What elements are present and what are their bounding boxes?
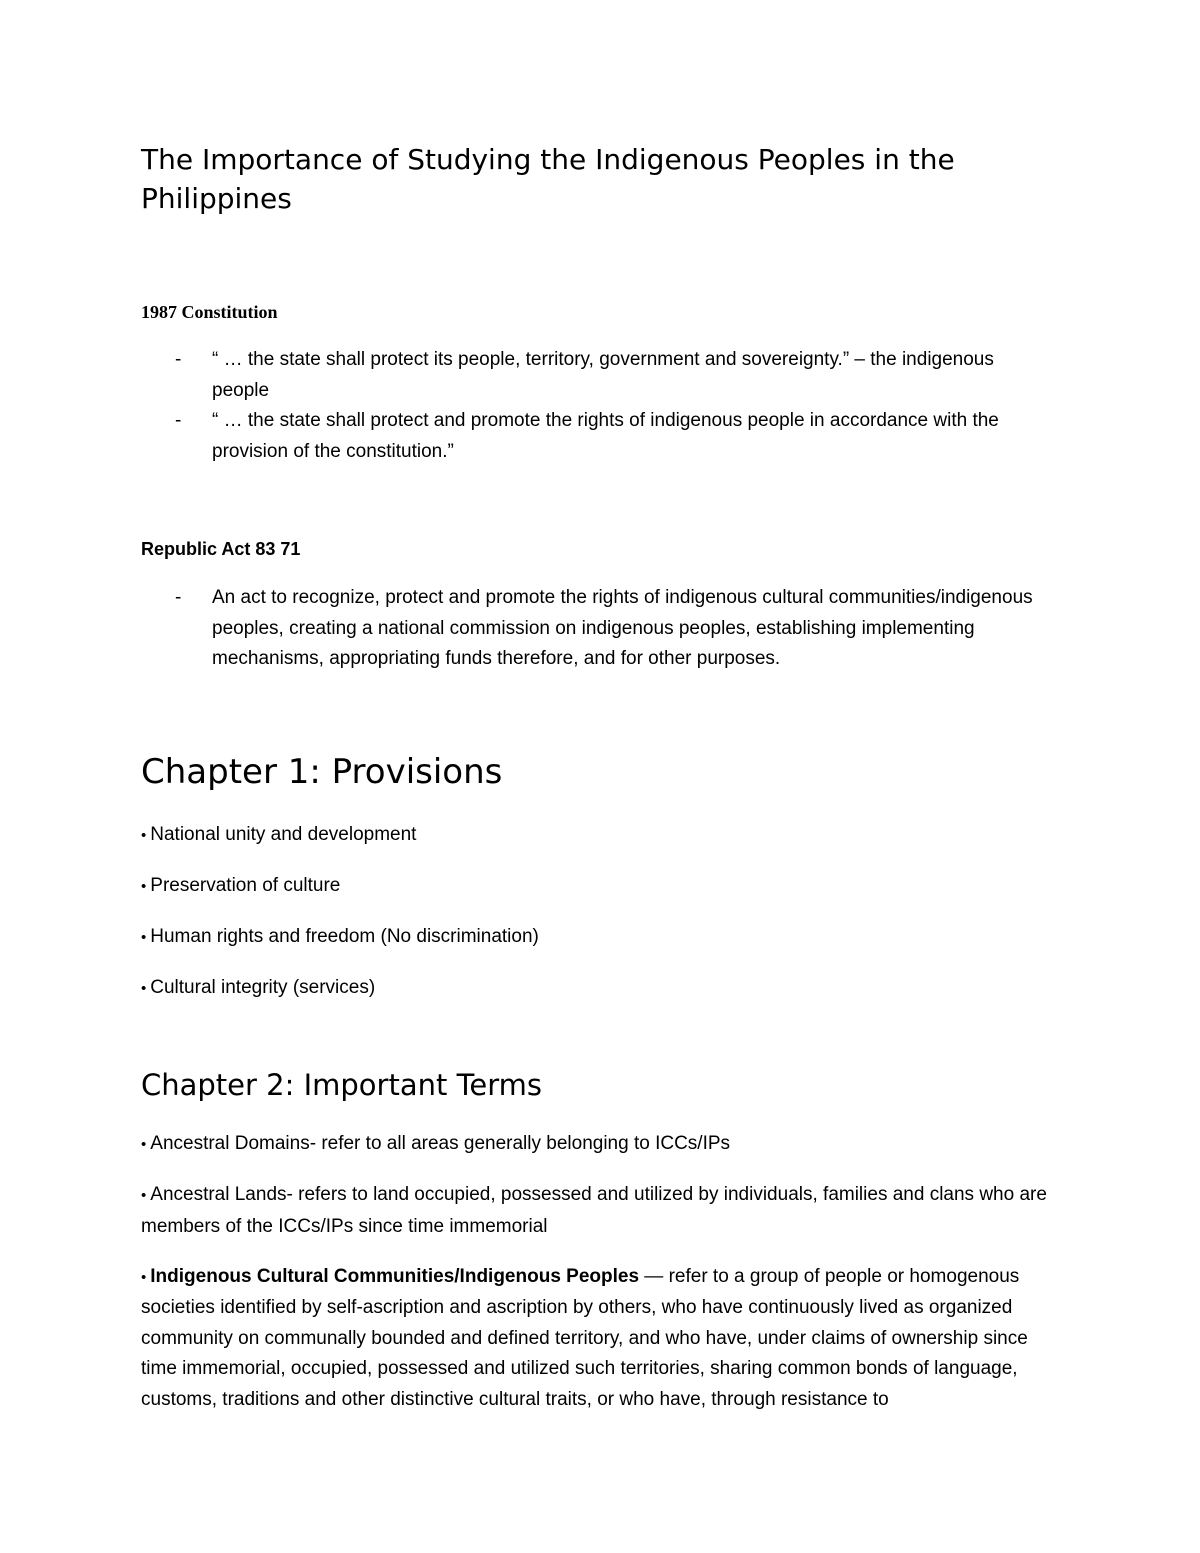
bullet-marker: • xyxy=(141,929,147,946)
list-item: - An act to recognize, protect and promote the rights of indigenous cultural communities/indigenous peoples, creating a national commission on indigenous peoples, establishing implementing mechanisms, appropriating funds therefore, and for other purposes. xyxy=(141,583,1051,675)
bullet-marker: • xyxy=(141,980,147,997)
dash-marker: - xyxy=(175,410,182,431)
list-item: - “ … the state shall protect its people, territory, government and sovereignty.” – the indigenous people xyxy=(141,345,1051,406)
list-item: • Indigenous Cultural Communities/Indigenous Peoples — refer to a group of people or homogenous societies identified by self-ascription and ascription by others, who have continuously lived as organized community on communally bounded and defined territory, and who have, under claims of ownership since time immemorial, occupied, possessed and utilized such territories, sharing common bonds of language, customs, traditions and other distinctive cultural traits, or who have, through resistance to xyxy=(141,1265,1028,1410)
document-title: The Importance of Studying the Indigenous Peoples in the Philippines xyxy=(141,143,955,215)
bullet-marker: • xyxy=(141,1268,147,1286)
chapter-1-list xyxy=(141,820,1056,1005)
chapter-2-list xyxy=(141,1129,1056,1415)
list-item: • Cultural integrity (services) xyxy=(141,977,376,998)
dash-marker: - xyxy=(175,349,182,370)
list-item: - “ … the state shall protect and promote the rights of indigenous people in accordance with the provision of the constitution.” xyxy=(141,406,1051,467)
bullet-marker: • xyxy=(141,1136,147,1153)
term-label: Indigenous Cultural Communities/Indigenous Peoples xyxy=(150,1265,640,1287)
chapter-2-heading: Chapter 2: Important Terms xyxy=(141,1068,542,1102)
list-item: • Ancestral Lands- refers to land occupied, possessed and utilized by individuals, families and clans who are members of the ICCs/IPs since time immemorial xyxy=(141,1184,1047,1237)
republic-act-heading: Republic Act 83 71 xyxy=(141,539,301,559)
dash-marker: - xyxy=(175,587,182,608)
bullet-marker: • xyxy=(141,827,147,844)
bullet-marker: • xyxy=(141,1187,147,1204)
list-item: • Human rights and freedom (No discrimination) xyxy=(141,926,539,947)
list-item: • Preservation of culture xyxy=(141,875,341,896)
constitution-list xyxy=(141,345,1051,467)
republic-act-list xyxy=(141,583,1051,675)
list-item: • National unity and development xyxy=(141,824,417,845)
bullet-marker: • xyxy=(141,878,147,895)
constitution-heading: 1987 Constitution xyxy=(141,302,278,322)
list-item: • Ancestral Domains- refer to all areas generally belonging to ICCs/IPs xyxy=(141,1133,731,1154)
chapter-1-heading: Chapter 1: Provisions xyxy=(141,752,503,792)
